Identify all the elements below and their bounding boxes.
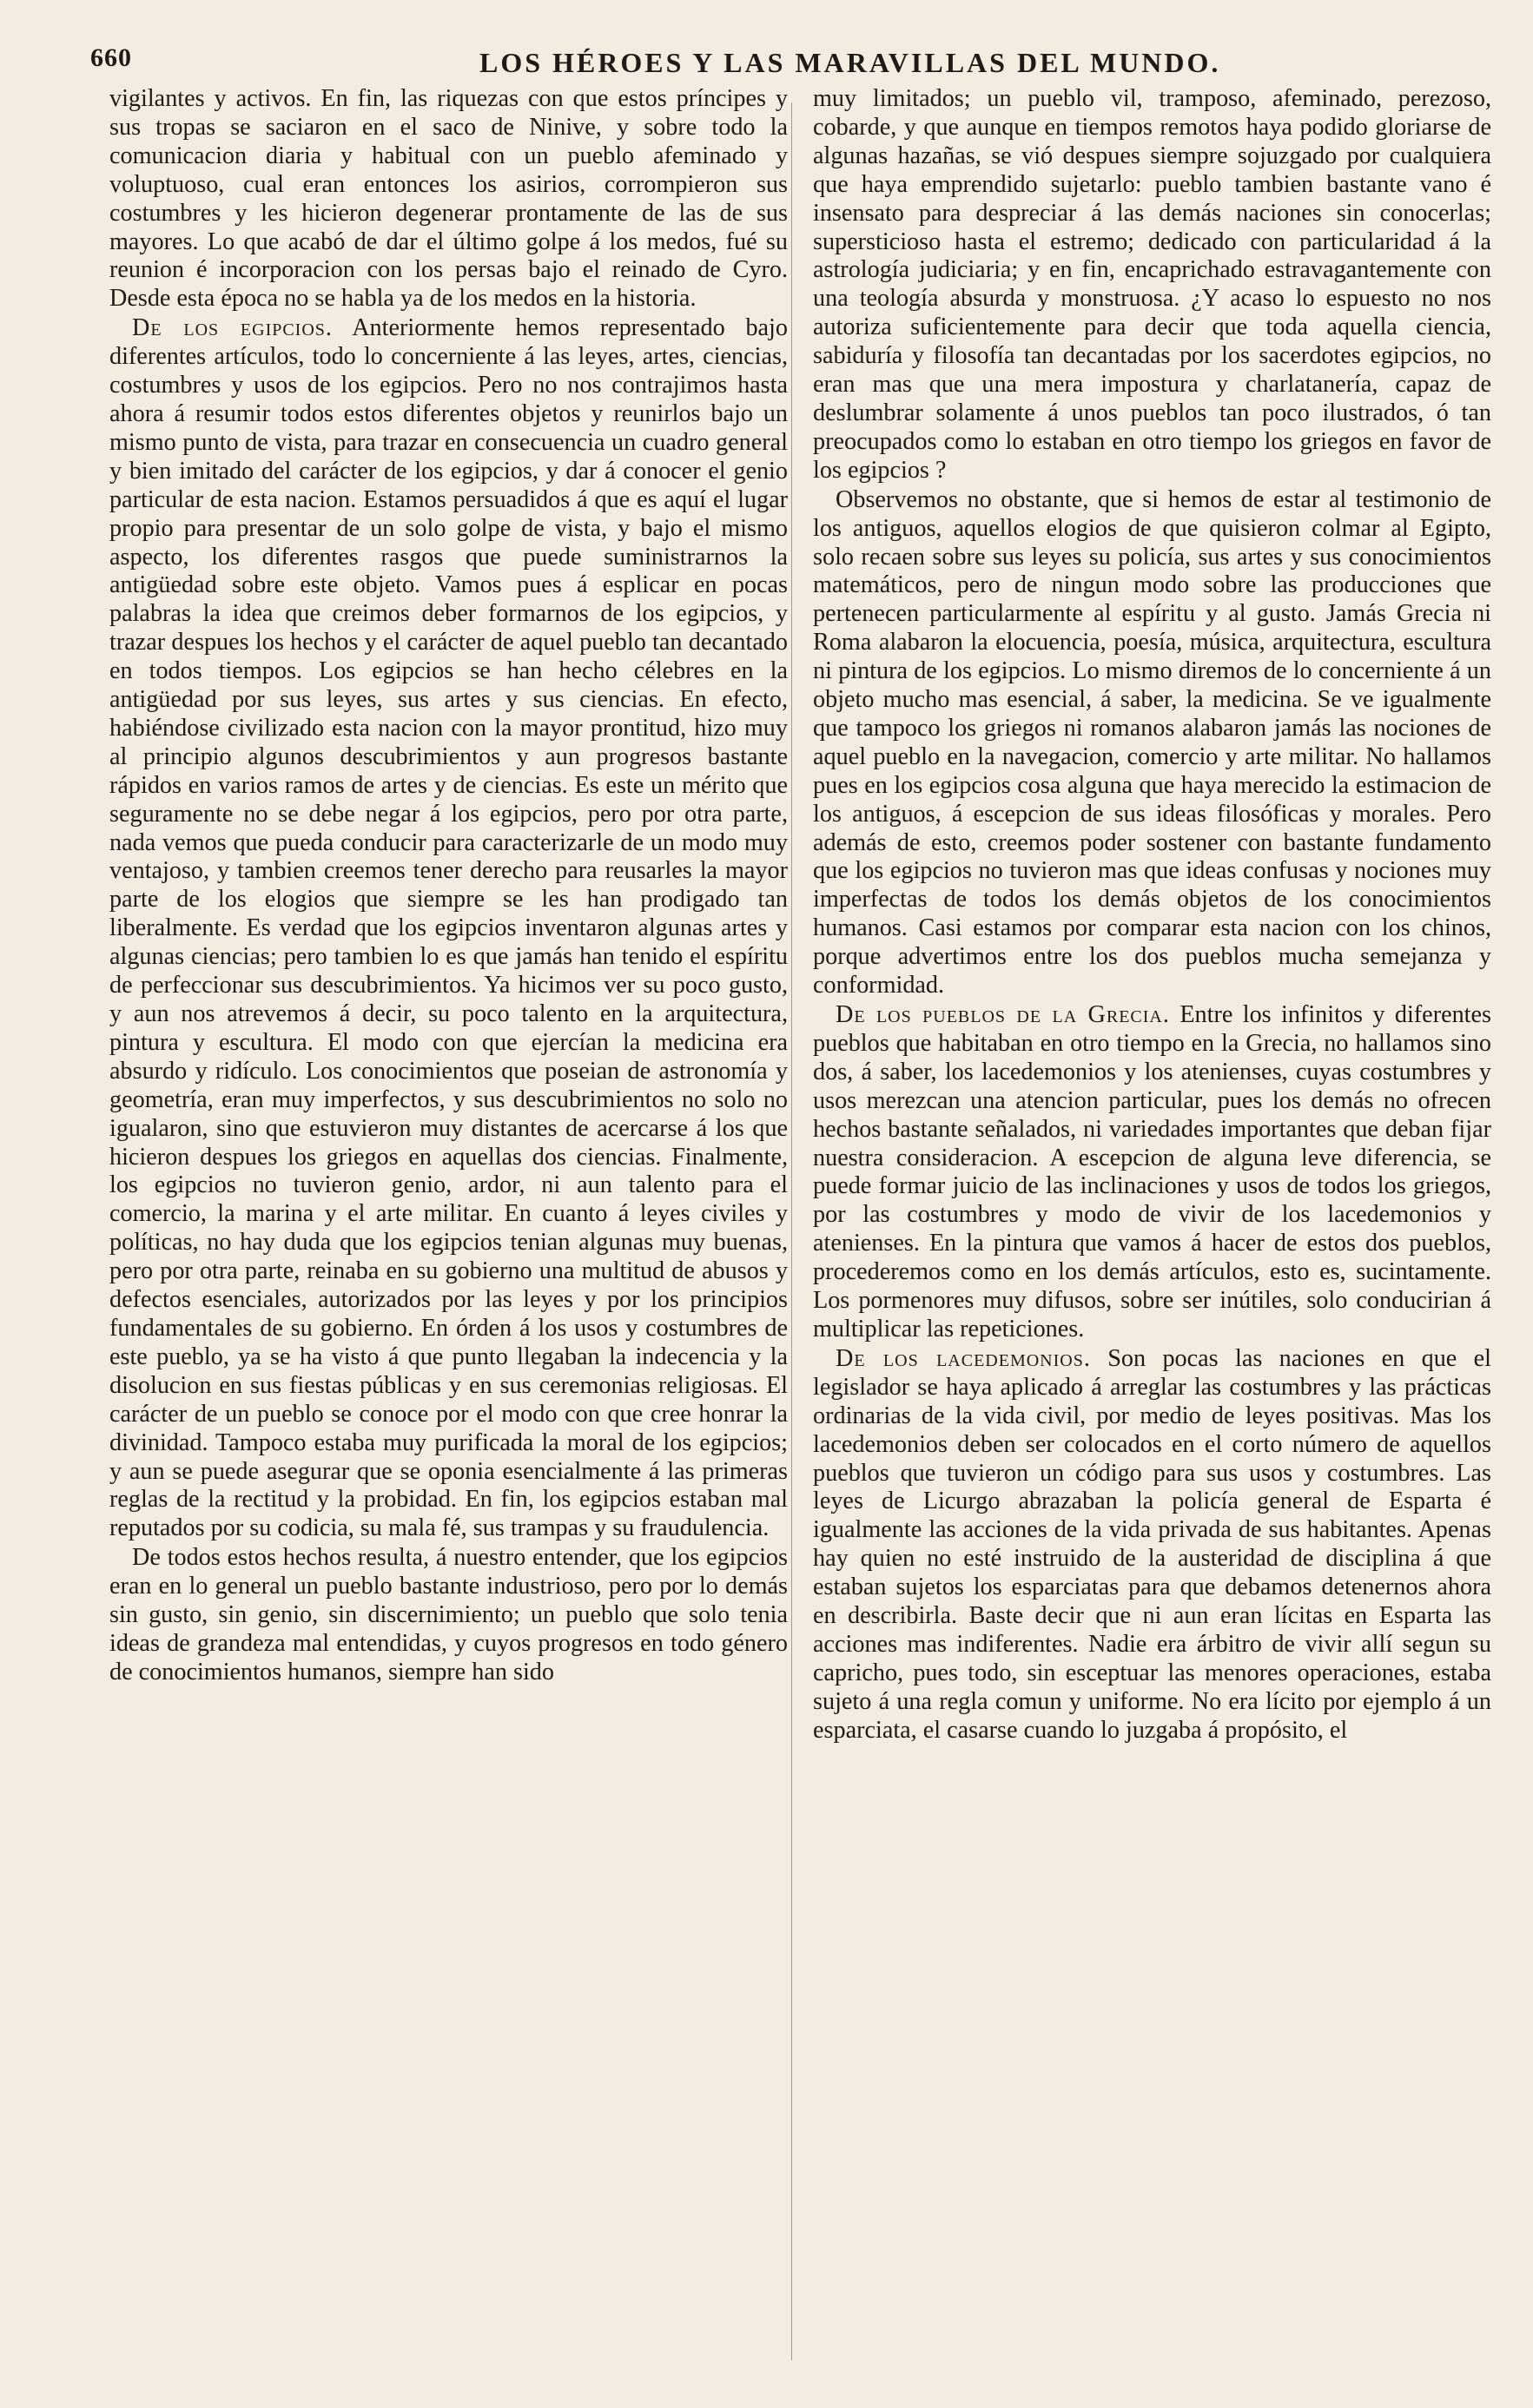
section-heading-egipcios: De los egipcios. xyxy=(132,314,333,342)
paragraph-observemos xyxy=(813,486,1491,1000)
running-title: LOS HÉROES Y LAS MARAVILLAS DEL MUNDO. xyxy=(479,47,1221,78)
page-number: 660 xyxy=(90,43,132,72)
paragraph-text: Observemos no obstante, que si hemos de estar al testimonio de los antiguos, aquellos elogios de que quisieron colmar al Egipto, solo recaen sobre sus leyes su policía, sus artes y sus conocimientos matemáticos, pero de ningun modo sobre las producciones que pertenecen particularmente al espíritu y al gusto. Jamás Grecia ni Roma alabaron la elocuencia, poesía, música, arquitectura, escultura ni pintura de los egipcios. Lo mismo diremos de lo concerniente á un objeto mucho mas esencial, á saber, la medicina. Se ve igualmente que tampoco los griegos ni romanos alabaron jamás las nociones de aquel pueblo en la navegacion, comercio y arte militar. No hallamos pues en los egipcios cosa alguna que haya merecido la estimacion de los antiguos, á escepcion de sus ideas filosóficas y morales. Pero además de esto, creemos poder sostener con bastante fundamento que los egipcios no tuvieron mas que ideas confusas y nociones muy imperfectas de todos los demás objetos de los conocimientos humanos. Casi estamos por comparar esta nacion con los chinos, porque advertimos entre los dos pueblos mucha semejanza y conformidad. xyxy=(813,485,1491,999)
column-divider xyxy=(791,102,792,2360)
paragraph-text: vigilantes y activos. En fin, las riquezas con que estos príncipes y sus tropas se saciaron en el saco de Ninive, y sobre todo la comunicacion diaria y habitual con un pueblo afeminado y voluptuoso, cual eran entonces los asirios, corrompieron sus costumbres y les hicieron degenerar prontamente de las de sus mayores. Lo que acabó de dar el último golpe á los medos, fué su reunion é incorporacion con los persas bajo el reinado de Cyro. Desde esta época no se habla ya de los medos en la historia. xyxy=(109,85,788,313)
left-column xyxy=(109,85,788,2360)
right-column xyxy=(813,85,1491,2360)
page-header xyxy=(90,38,1472,83)
paragraph-text: Son pocas las naciones en que el legislador se haya aplicado á arreglar las costumbres y las prácticas ordinarias de la vida civil, por medio de leyes positivas. Mas los lacedemonios deben ser colocados en el corto número de aquellos pueblos que tuvieron un código para sus usos y costumbres. Las leyes de Licurgo abrazaban la policía general de Esparta é igualmente las acciones de la vida privada de sus habitantes. Apenas hay quien no esté instruido de la austeridad de disciplina á que estaban sujetos los esparciatas para que debamos detenernos ahora en describirla. Baste decir que ni aun eran lícitas en Esparta las acciones mas indiferentes. Nadie era árbitro de vivir allí segun su capricho, pues todo, sin esceptuar las menores operaciones, estaba sujeto á una regla comun y uniforme. No era lícito por ejemplo á un esparciata, el casarse cuando lo juzgaba á propósito, el xyxy=(813,1344,1491,1744)
section-heading-grecia: De los pueblos de la Grecia. xyxy=(836,1001,1170,1028)
paragraph-grecia xyxy=(813,1001,1491,1344)
paragraph-text: Entre los infinitos y diferentes pueblos que habitaban en otro tiempo en la Grecia, no hallamos sino dos, á saber, los lacedemonios y los atenienses, cuyas costumbres y usos merezcan una atencion particular, pues los demás no ofrecen hechos bastante señalados, ni variedades importantes que deban fijar nuestra consideracion. A escepcion de alguna leve diferencia, se puede formar juicio de las inclinaciones y usos de todos los griegos, por las costumbres y modo de vivir de los lacedemonios y atenienses. En la pintura que vamos á hacer de estos dos pueblos, procederemos como en los demás artículos, esto es, sucintamente. Los pormenores muy difusos, sobre ser inútiles, solo conducirian á multiplicar las repeticiones. xyxy=(813,1001,1491,1343)
paragraph-text: Anteriormente hemos representado bajo diferentes artículos, todo lo concerniente á las leyes, artes, ciencias, costumbres y usos de los egipcios. Pero no nos contrajimos hasta ahora á resumir todos estos diferentes objetos y reunirlos bajo un mismo punto de vista, para trazar en consecuencia un cuadro general y bien imitado del carácter de los egipcios, y dar á conocer el genio particular de esta nacion. Estamos persuadidos á que es aquí el lugar propio para presentar de un solo golpe de vista, y bajo el mismo aspecto, los diferentes rasgos que puede suministrarnos la antigüedad sobre este objeto. Vamos pues á esplicar en pocas palabras la idea que creimos deber formarnos de los egipcios, y trazar despues los hechos y el carácter de aquel pueblo tan decantado en todos tiempos. Los egipcios se han hecho célebres en la antigüedad por sus leyes, sus artes y sus ciencias. En efecto, habiéndose civilizado esta nacion con la mayor prontitud, hizo muy al principio algunos descubrimientos y aun progresos bastante rápidos en varios ramos de artes y de ciencias. Es este un mérito que seguramente no se debe negar á los egipcios, pero por otra parte, nada vemos que pueda conducir para caracterizarle de un modo muy ventajoso, y tambien creemos tener derecho para reusarles la mayor parte de los elogios que siempre se les han prodigado tan liberalmente. Es verdad que los egipcios inventaron algunas artes y algunas ciencias; pero tambien lo es que jamás han tenido el espíritu de perfeccionar sus descubrimientos. Ya hicimos ver su poco gusto, y aun nos atrevemos á decir, su poco talento en la arquitectura, pintura y escultura. El modo con que ejercían la medicina era absurdo y ridículo. Los conocimientos que poseian de astronomía y geometría, eran muy imperfectos, y sus descubrimientos no solo no igualaron, sino que estuvieron muy distantes de acercarse á los que hicieron despues los griegos en aquellas dos ciencias. Finalmente, los egipcios no tuvieron genio, ardor, ni aun talento para el comercio, la marina y el arte militar. En cuanto á leyes civiles y políticas, no hay duda que los egipcios tenian algunas muy buenas, pero por otra parte, reinaba en su gobierno una multitud de abusos y defectos esenciales, autorizados por las leyes y por los principios fundamentales de su gobierno. En órden á los usos y costumbres de este pueblo, ya se ha visto á que punto llegaban la indecencia y la disolucion en sus fiestas públicas y en sus ceremonias religiosas. El carácter de un pueblo se conoce por el modo con que cree honrar la divinidad. Tampoco estaba muy purificada la moral de los egipcios; y aun se puede asegurar que se oponia esencialmente á las primeras reglas de la rectitud y la probidad. En fin, los egipcios estaban mal reputados por su codicia, su mala fé, sus trampas y su fraudulencia. xyxy=(109,314,788,1542)
paragraph-continuation xyxy=(813,85,1491,485)
paragraph-text: De todos estos hechos resulta, á nuestro entender, que los egipcios eran en lo general un pueblo bastante industrioso, pero por lo demás sin gusto, sin genio, sin discernimiento; un pueblo que solo tenia ideas de grandeza mal entendidas, y cuyos progresos en todo género de conocimientos humanos, siempre han sido xyxy=(109,1544,788,1686)
paragraph-conclusion xyxy=(109,1544,788,1687)
section-heading-lacedemonios: De los lacedemonios. xyxy=(836,1344,1091,1372)
paragraph-medos-end xyxy=(109,85,788,313)
paragraph-lacedemonios xyxy=(813,1345,1491,1745)
paragraph-egipcios xyxy=(109,314,788,1543)
paragraph-text: muy limitados; un pueblo vil, tramposo, afeminado, perezoso, cobarde, y que aunque en tiempos remotos haya podido gloriarse de algunas hazañas, se vió despues siempre sojuzgado por cualquiera que haya emprendido sujetarlo: pueblo tambien bastante vano é insensato para despreciar á las demás naciones sin conocerlas; supersticioso hasta el estremo; dedicado con particularidad á la astrología judiciaria; y en fin, encaprichado estravagantemente con una teología absurda y monstruosa. ¿Y acaso lo espuesto no nos autoriza suficientemente para decir que toda aquella ciencia, sabiduría y filosofía tan decantadas por los sacerdotes egipcios, no eran mas que una mera impostura y charlatanería, capaz de deslumbrar solamente á unos pueblos tan poco ilustrados, ó tan preocupados como lo estaban en otro tiempo los griegos en favor de los egipcios ? xyxy=(813,85,1491,484)
